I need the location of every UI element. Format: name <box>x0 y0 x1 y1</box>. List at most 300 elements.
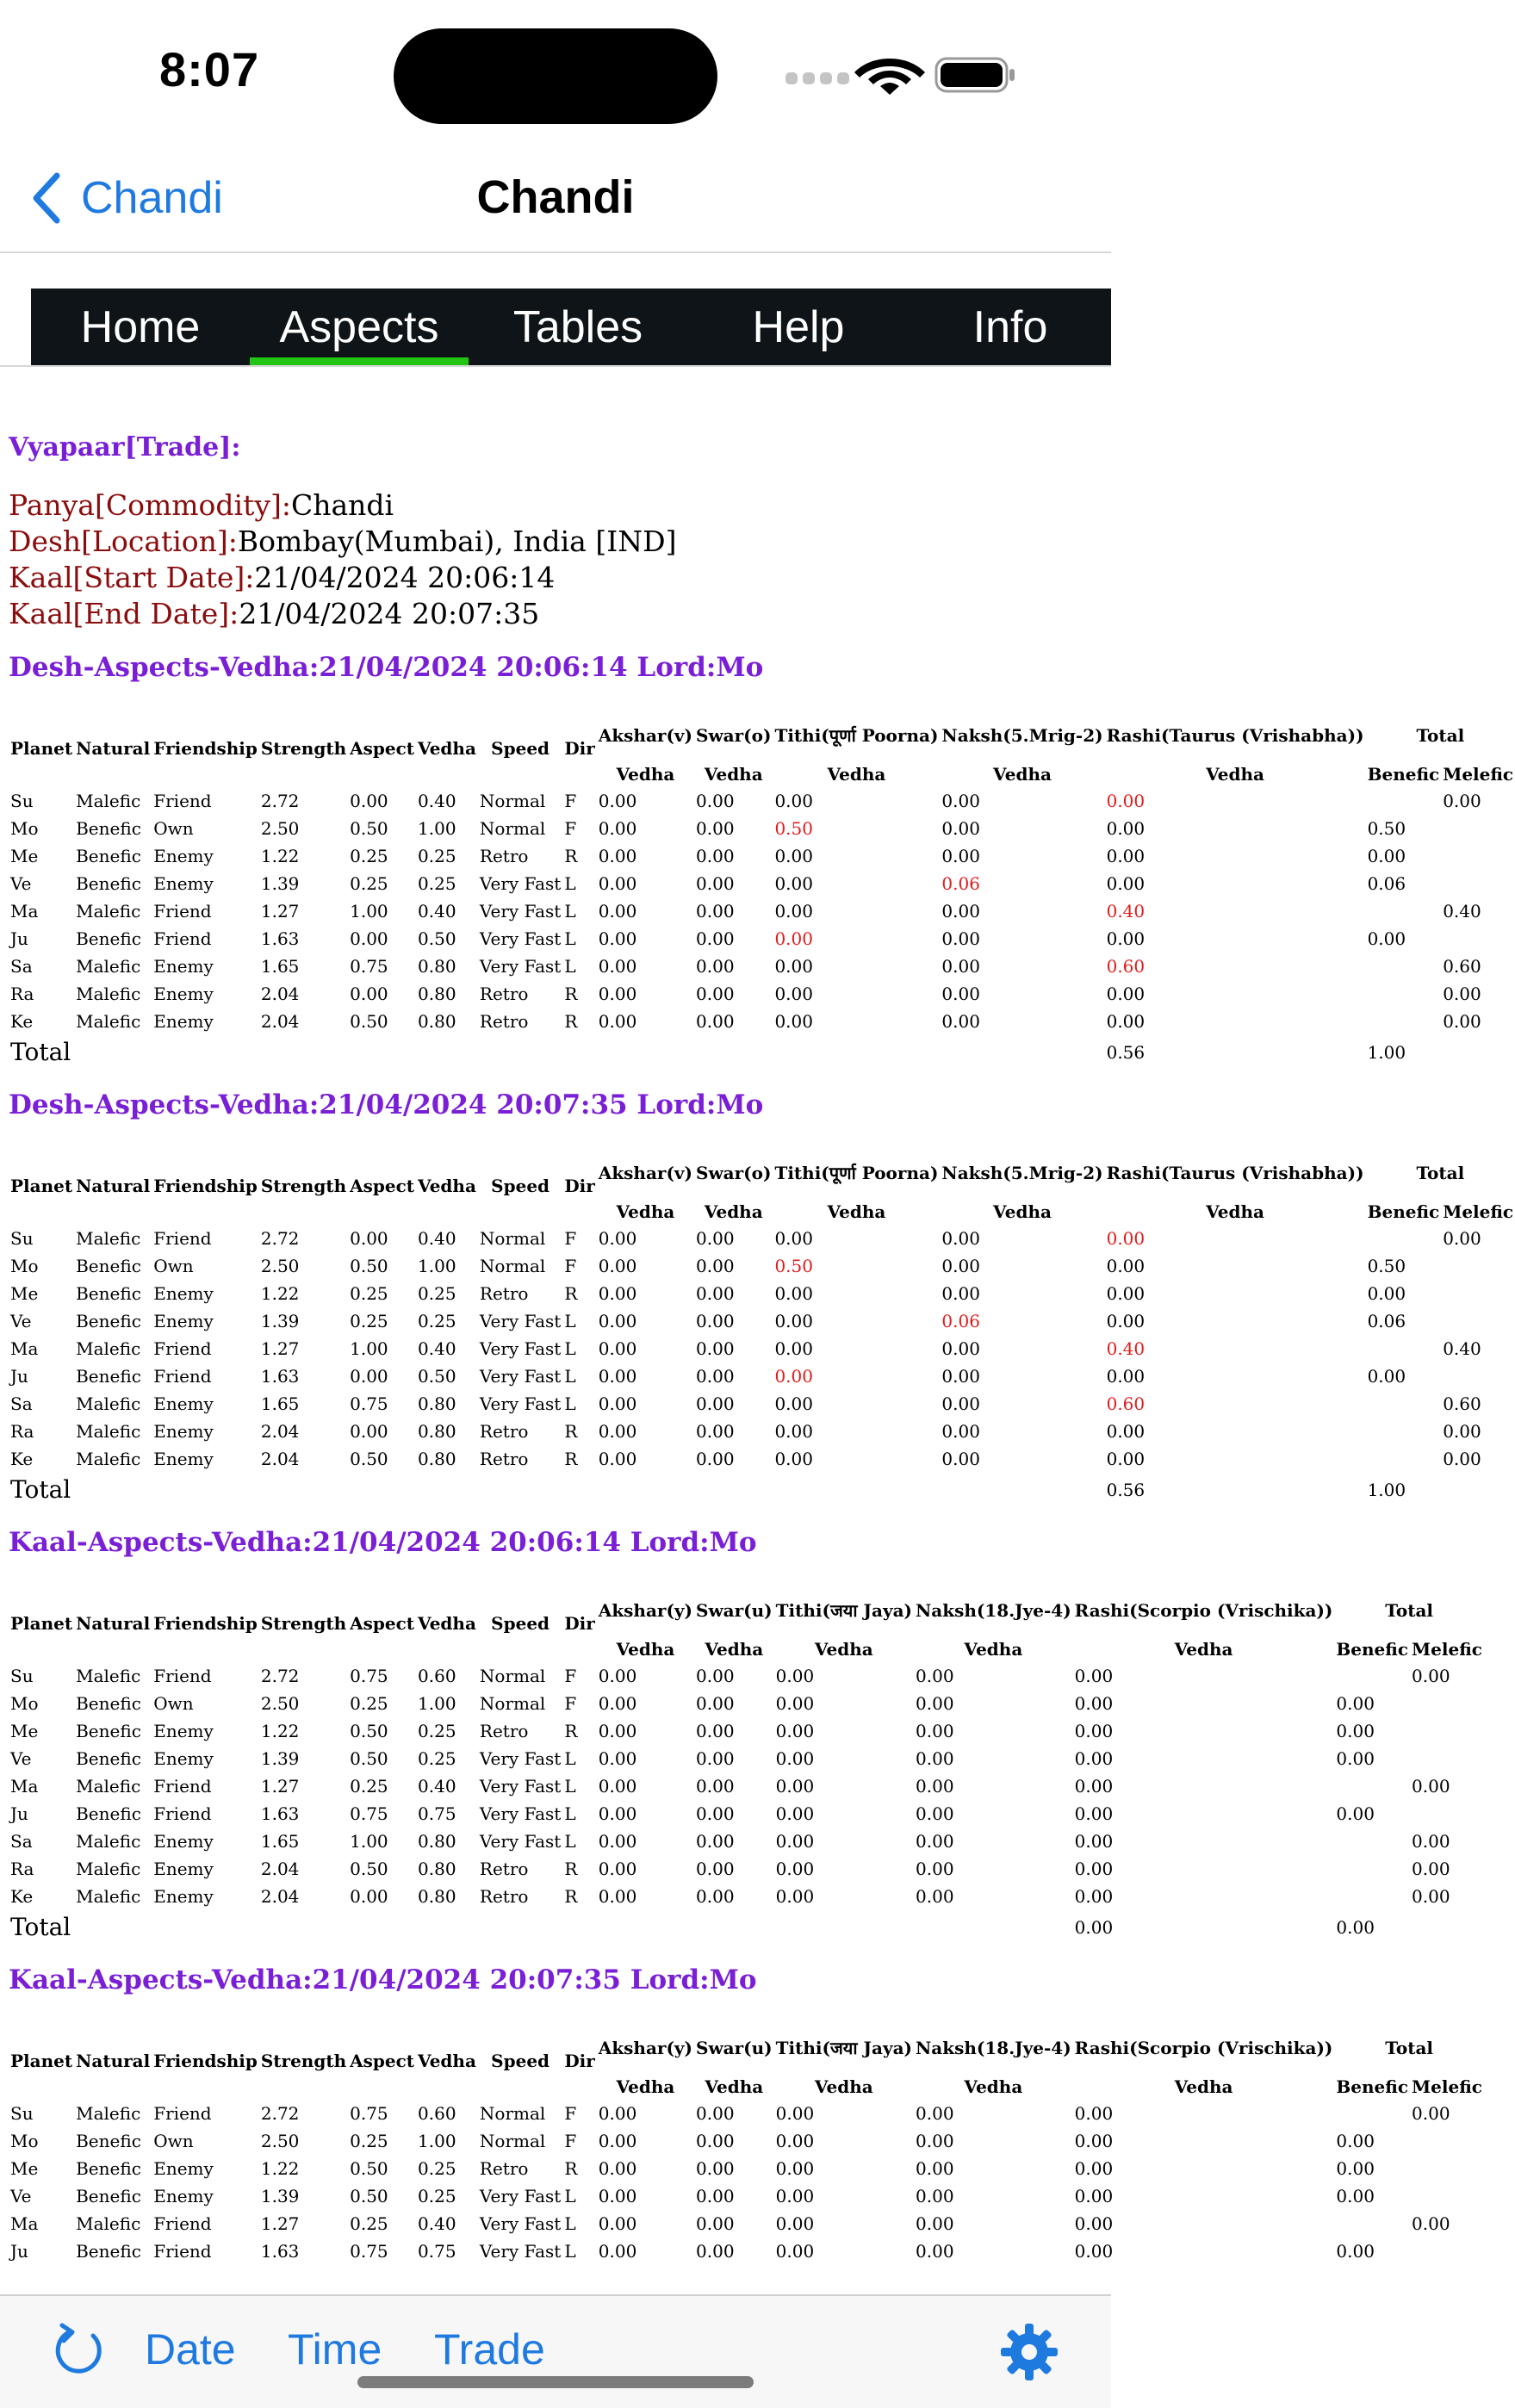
table-cell: 0.00 <box>696 1776 735 1797</box>
table-cell: 0.80 <box>418 1449 456 1469</box>
column-group-header: Tithi(जया Jaya) <box>775 1600 913 1621</box>
column-subheader-melefic: Melefic <box>1412 2076 1482 2097</box>
table-cell: 0.00 <box>598 1748 637 1769</box>
table-cell: 0.80 <box>418 1886 456 1907</box>
table-cell: Su <box>10 1228 34 1249</box>
column-subheader-benefic: Benefic <box>1336 2076 1409 2097</box>
table-cell: 0.06 <box>941 1311 980 1331</box>
table-cell: 0.50 <box>350 1449 388 1469</box>
table-cell: Enemy <box>153 1886 214 1907</box>
table-cell: 0.40 <box>418 1228 456 1249</box>
table-cell: 1.65 <box>260 1393 300 1414</box>
dynamic-island <box>394 28 717 124</box>
table-cell: Malefic <box>76 1666 141 1686</box>
table-cell: Benefic <box>76 2158 141 2179</box>
table-cell: 0.80 <box>418 1831 456 1852</box>
table-cell: 0.00 <box>1074 1859 1114 1879</box>
table-cell: 0.00 <box>696 901 735 922</box>
table-cell: 0.00 <box>941 1338 980 1359</box>
table-cell: R <box>564 1886 578 1907</box>
table-cell: 0.00 <box>941 1256 980 1276</box>
table-cell: 0.00 <box>696 2186 735 2206</box>
table-cell: Ra <box>10 1859 34 1879</box>
tab-tables[interactable]: Tables <box>512 302 643 352</box>
table-cell: 1.65 <box>260 956 300 977</box>
table-cell: 0.50 <box>350 1748 388 1769</box>
column-header-total: Total <box>1385 1600 1434 1621</box>
table-cell: 1.22 <box>260 846 300 866</box>
table-cell: 0.00 <box>1106 1283 1146 1304</box>
tab-home[interactable]: Home <box>80 302 201 352</box>
table-cell: 0.00 <box>774 956 813 977</box>
table-cell: 0.00 <box>350 1228 388 1249</box>
table-cell: 0.00 <box>941 846 980 866</box>
table-cell: 0.00 <box>598 1311 637 1331</box>
table-cell: 0.00 <box>696 928 735 949</box>
table-cell: 0.00 <box>916 1803 954 1824</box>
table-cell <box>1366 980 1442 1008</box>
table-cell: 0.00 <box>916 1859 954 1879</box>
table-cell: Enemy <box>153 1721 214 1741</box>
table-cell: 1.27 <box>260 1338 300 1359</box>
table-cell: 0.25 <box>418 1748 456 1769</box>
table-header-row <box>9 710 1515 761</box>
table-row <box>9 953 1515 980</box>
gear-icon[interactable] <box>999 2322 1059 2382</box>
table-cell: Normal <box>479 1228 546 1249</box>
table-cell <box>1410 2237 1484 2265</box>
aspects-content <box>9 431 1514 2265</box>
page-title: Chandi <box>476 171 635 223</box>
table-cell: L <box>564 901 576 922</box>
table-cell: Malefic <box>76 1859 141 1879</box>
table-cell: Very Fast <box>479 1831 562 1852</box>
table-cell: 0.25 <box>350 2213 388 2234</box>
table-cell: Me <box>10 1721 39 1741</box>
table-cell: Very Fast <box>479 2186 562 2206</box>
table-cell <box>1410 2182 1484 2210</box>
table-cell: Own <box>153 1256 194 1276</box>
table-cell: Retro <box>479 984 529 1004</box>
table-cell: 0.00 <box>598 1831 637 1852</box>
table-cell: 0.00 <box>696 1449 735 1469</box>
table-cell: 0.80 <box>418 956 456 977</box>
table-cell: 0.00 <box>1336 1721 1375 1741</box>
table-cell: Benefic <box>76 818 141 839</box>
table-cell: 1.39 <box>260 1748 300 1769</box>
table-cell: 0.00 <box>1412 1859 1450 1879</box>
table-cell: 2.50 <box>260 818 300 839</box>
table-cell: 0.00 <box>775 1666 815 1686</box>
table-cell: 0.40 <box>418 901 456 922</box>
table-cell: Enemy <box>153 1311 214 1331</box>
table-cell: 0.75 <box>350 956 388 977</box>
table-cell: Enemy <box>153 873 214 894</box>
table-cell: 0.00 <box>696 1859 735 1879</box>
table-cell: 0.00 <box>775 1721 815 1741</box>
column-group-header: Swar(o) <box>696 1163 772 1183</box>
table-cell: 0.00 <box>775 1831 815 1852</box>
table-cell: 0.40 <box>418 2213 456 2234</box>
table-cell: 0.00 <box>598 1366 637 1387</box>
table-cell: 0.00 <box>1367 1283 1406 1304</box>
tab-menu <box>31 289 1111 366</box>
column-header-planet: Planet <box>10 1613 73 1634</box>
table-cell: 0.00 <box>598 1256 637 1276</box>
table-cell: 0.00 <box>1367 928 1406 949</box>
table-row <box>9 815 1515 842</box>
date-button[interactable]: Date <box>145 2325 236 2374</box>
column-group-header: Naksh(18.Jye-4) <box>916 2038 1071 2058</box>
table-cell: Own <box>153 1693 194 1714</box>
table-cell: 0.00 <box>1106 928 1146 949</box>
table-cell: F <box>564 2131 577 2151</box>
table-cell: 0.60 <box>418 2103 456 2124</box>
table-cell: 1.00 <box>418 1256 456 1276</box>
column-group-header: Rashi(Taurus (Vrishabha)) <box>1106 725 1364 746</box>
table-cell: 1.00 <box>350 1338 388 1359</box>
table-cell: Enemy <box>153 1859 214 1879</box>
table-cell: 1.63 <box>260 928 300 949</box>
table-cell: 1.27 <box>260 2213 300 2234</box>
trade-heading: Vyapaar[Trade]: <box>9 432 241 462</box>
table-cell: R <box>564 1421 578 1442</box>
column-subheader-vedha: Vedha <box>1174 1639 1233 1660</box>
column-group-header: Akshar(y) <box>598 2038 693 2058</box>
table-cell: 0.60 <box>418 1666 456 1686</box>
table-cell: Retro <box>479 1011 529 1032</box>
table-cell <box>1366 787 1442 815</box>
table-cell: 0.00 <box>1367 1366 1406 1387</box>
table-cell: 0.00 <box>696 2213 735 2234</box>
total-row <box>9 1910 1484 1945</box>
table-row <box>9 1390 1515 1418</box>
vedha-table <box>9 1147 1515 1507</box>
vedha-sections <box>9 649 1514 2265</box>
table-cell: 0.25 <box>350 1776 388 1797</box>
table-cell: L <box>564 1776 576 1797</box>
table-cell: Friend <box>153 1228 212 1249</box>
table-row <box>9 1445 1515 1473</box>
table-cell <box>1441 1280 1515 1307</box>
table-cell: Very Fast <box>479 1393 562 1414</box>
total-row <box>9 1473 1515 1507</box>
table-cell: 0.50 <box>350 1256 388 1276</box>
table-row <box>9 1335 1515 1362</box>
table-cell: Enemy <box>153 1283 214 1304</box>
table-cell: Benefic <box>76 1366 141 1387</box>
table-cell: 0.00 <box>696 956 735 977</box>
table-cell: 0.00 <box>916 1666 954 1686</box>
table-cell: 0.75 <box>418 2241 456 2262</box>
table-cell: Sa <box>10 1393 33 1414</box>
end-date-line <box>9 596 1102 632</box>
table-cell: Enemy <box>153 2158 214 2179</box>
table-cell: 2.72 <box>260 1228 300 1249</box>
table-cell: 0.00 <box>1074 1803 1114 1824</box>
table-cell: 0.00 <box>1074 2131 1114 2151</box>
table-cell: Friend <box>153 2103 212 2124</box>
table-cell: Mo <box>10 1256 39 1276</box>
table-cell: 0.00 <box>598 2241 637 2262</box>
table-cell: Benefic <box>76 2241 141 2262</box>
column-group-header: Rashi(Taurus (Vrishabha)) <box>1106 1163 1364 1183</box>
table-cell: Malefic <box>76 1228 141 1249</box>
table-cell: 0.00 <box>1336 2186 1375 2206</box>
wifi-icon <box>854 59 925 95</box>
table-cell: Benefic <box>76 1748 141 1769</box>
table-cell: Own <box>153 818 194 839</box>
start-date-label: Kaal[Start Date]: <box>9 561 255 594</box>
table-cell: 0.00 <box>941 1421 980 1442</box>
column-header-planet: Planet <box>10 738 73 759</box>
table-cell: 2.04 <box>260 984 300 1004</box>
table-cell: Ma <box>10 1338 39 1359</box>
commodity-line <box>9 487 1102 524</box>
table-cell: 0.00 <box>775 2131 815 2151</box>
table-cell <box>1410 1717 1484 1745</box>
table-cell: Me <box>10 1283 39 1304</box>
table-cell: Me <box>10 2158 39 2179</box>
refresh-icon[interactable] <box>52 2322 107 2379</box>
table-cell: 0.00 <box>598 1011 637 1032</box>
table-cell: Friend <box>153 1338 212 1359</box>
column-header-dir: Dir <box>564 1613 595 1634</box>
table-cell: 2.72 <box>260 1666 300 1686</box>
column-group-header: Akshar(y) <box>598 1600 693 1621</box>
table-cell: Very Fast <box>479 1366 562 1387</box>
column-header-vedha: Vedha <box>418 1613 476 1634</box>
table-cell: 2.50 <box>260 1693 300 1714</box>
table-cell: 0.00 <box>696 1831 735 1852</box>
table-cell: 0.00 <box>941 791 980 811</box>
table-cell: 2.04 <box>260 1859 300 1879</box>
table-cell: 0.00 <box>916 2131 954 2151</box>
column-header-dir: Dir <box>564 738 595 759</box>
start-date-value: 21/04/2024 20:06:14 <box>254 561 556 594</box>
table-cell: 0.00 <box>1412 2103 1450 2124</box>
table-cell: 0.00 <box>350 1366 388 1387</box>
table-cell: Malefic <box>76 1831 141 1852</box>
column-subheader-vedha: Vedha <box>1206 764 1265 785</box>
column-subheader-vedha: Vedha <box>827 1201 886 1222</box>
table-cell: 0.00 <box>1074 1776 1114 1797</box>
table-cell: Benefic <box>76 928 141 949</box>
table-cell: 0.00 <box>696 1666 735 1686</box>
table-row <box>9 787 1515 815</box>
table-row <box>9 2210 1484 2237</box>
column-header-natural: Natural <box>76 738 151 759</box>
table-cell: Malefic <box>76 2103 141 2124</box>
column-group-header: Swar(o) <box>696 725 772 746</box>
table-cell: 0.25 <box>350 1311 388 1331</box>
table-cell: 0.00 <box>774 984 813 1004</box>
table-cell: Malefic <box>76 1421 141 1442</box>
table-cell <box>1334 1772 1410 1800</box>
table-cell: 0.00 <box>941 984 980 1004</box>
table-header-row <box>9 2022 1484 2074</box>
table-cell: 0.00 <box>696 873 735 894</box>
column-subheader-vedha: Vedha <box>705 2076 764 2097</box>
table-cell: 0.75 <box>350 1666 388 1686</box>
table-cell: Mo <box>10 2131 39 2151</box>
table-cell: 1.63 <box>260 1803 300 1824</box>
table-cell: 0.00 <box>1074 1693 1114 1714</box>
table-cell: Very Fast <box>479 956 562 977</box>
vedha-table <box>9 1585 1484 1945</box>
table-cell: 0.00 <box>941 1011 980 1032</box>
table-cell: 0.00 <box>696 1311 735 1331</box>
table-cell: 1.00 <box>418 2131 456 2151</box>
column-header-vedha: Vedha <box>418 1176 476 1196</box>
table-cell: 0.00 <box>1443 1011 1481 1032</box>
table-cell: 0.00 <box>696 1338 735 1359</box>
table-cell: Ju <box>10 2241 28 2262</box>
table-cell: 1.00 <box>418 818 456 839</box>
table-cell: Friend <box>153 2241 212 2262</box>
table-cell: 0.00 <box>696 1693 735 1714</box>
table-cell: Malefic <box>76 1338 141 1359</box>
table-cell: L <box>564 873 576 894</box>
table-cell: Retro <box>479 1283 529 1304</box>
tab-help[interactable]: Help <box>752 302 845 352</box>
table-cell: 0.00 <box>1074 1721 1114 1741</box>
table-cell: 0.25 <box>350 873 388 894</box>
table-cell: 0.00 <box>598 1393 637 1414</box>
table-cell: 0.00 <box>598 984 637 1004</box>
location-label: Desh[Location]: <box>9 524 238 558</box>
table-cell: 0.00 <box>598 1859 637 1879</box>
end-date-value: 21/04/2024 20:07:35 <box>239 597 540 630</box>
table-row <box>9 1800 1484 1828</box>
table-cell: 0.00 <box>1106 1366 1146 1387</box>
table-cell: Friend <box>153 2213 212 2234</box>
table-cell: Ve <box>10 2186 32 2206</box>
column-header-speed: Speed <box>491 738 550 759</box>
column-subheader-vedha: Vedha <box>616 764 675 785</box>
table-cell: 0.00 <box>1074 1748 1114 1769</box>
table-cell: Very Fast <box>479 1311 562 1331</box>
table-cell: 0.00 <box>1106 791 1146 811</box>
column-group-header: Swar(u) <box>696 1600 773 1621</box>
table-row <box>9 1717 1484 1745</box>
table-cell <box>1410 1800 1484 1828</box>
table-cell: Friend <box>153 791 212 811</box>
table-cell: 0.00 <box>696 846 735 866</box>
table-cell: 2.04 <box>260 1449 300 1469</box>
table-cell: 0.00 <box>598 928 637 949</box>
table-cell: Enemy <box>153 956 214 977</box>
table-cell: Malefic <box>76 956 141 977</box>
table-cell: 1.39 <box>260 2186 300 2206</box>
table-cell: Friend <box>153 1803 212 1824</box>
table-row <box>9 1362 1515 1390</box>
table-cell: Very Fast <box>479 928 562 949</box>
tab-aspects[interactable]: Aspects <box>250 289 469 366</box>
time-button[interactable]: Time <box>288 2325 382 2374</box>
table-row <box>9 2182 1484 2210</box>
column-header-natural: Natural <box>76 2051 151 2071</box>
table-cell: Benefic <box>76 873 141 894</box>
table-cell: L <box>564 1338 576 1359</box>
table-cell: 0.50 <box>774 818 813 839</box>
table-cell: R <box>564 1011 578 1032</box>
bottom-toolbar <box>0 2294 1111 2408</box>
table-cell: Normal <box>479 1693 546 1714</box>
trade-button[interactable]: Trade <box>434 2325 545 2374</box>
table-cell: Malefic <box>76 1011 141 1032</box>
back-label: Chandi <box>81 173 223 223</box>
table-cell: 0.00 <box>696 984 735 1004</box>
vedha-table <box>9 2022 1484 2265</box>
table-cell: Enemy <box>153 1831 214 1852</box>
column-subheader-vedha: Vedha <box>616 2076 675 2097</box>
table-cell: L <box>564 928 576 949</box>
table-cell: Friend <box>153 1666 212 1686</box>
table-cell: L <box>564 1748 576 1769</box>
table-cell: 2.50 <box>260 2131 300 2151</box>
column-header-friendship: Friendship <box>153 738 258 759</box>
total-benefic-value: 0.00 <box>1336 1917 1375 1938</box>
table-cell: 0.06 <box>1367 1311 1406 1331</box>
table-cell <box>1334 2100 1410 2127</box>
table-cell <box>1366 1008 1442 1035</box>
table-cell: 0.00 <box>598 873 637 894</box>
table-cell: 0.00 <box>1336 1693 1375 1714</box>
table-cell: 0.00 <box>1106 1311 1146 1331</box>
table-cell: 0.00 <box>774 1283 813 1304</box>
tab-info[interactable]: Info <box>972 302 1048 352</box>
table-cell: 0.00 <box>916 1886 954 1907</box>
table-cell: 0.00 <box>598 2103 637 2124</box>
column-subheader-vedha: Vedha <box>616 1639 675 1660</box>
column-subheader-vedha: Vedha <box>704 1201 763 1222</box>
table-cell: 0.50 <box>350 2158 388 2179</box>
table-cell: Benefic <box>76 1803 141 1824</box>
table-cell: 1.00 <box>418 1693 456 1714</box>
table-cell: 0.40 <box>1106 901 1146 922</box>
table-cell: 0.00 <box>598 956 637 977</box>
table-cell: 0.00 <box>941 928 980 949</box>
table-cell: 0.00 <box>1106 1228 1146 1249</box>
table-cell: Sa <box>10 956 33 977</box>
column-subheader-vedha: Vedha <box>1206 1201 1265 1222</box>
end-date-label: Kaal[End Date]: <box>9 597 239 630</box>
table-cell: 0.50 <box>418 1366 456 1387</box>
table-cell: 0.00 <box>916 1693 954 1714</box>
table-cell: 0.00 <box>916 2213 954 2234</box>
column-subheader-vedha: Vedha <box>705 1639 764 1660</box>
table-cell: 0.00 <box>1074 2241 1114 2262</box>
table-cell: 0.00 <box>1412 1666 1450 1686</box>
column-group-header: Rashi(Scorpio (Vrischika)) <box>1074 2038 1333 2058</box>
table-cell: 0.00 <box>1106 984 1146 1004</box>
table-cell: L <box>564 2186 576 2206</box>
table-header-row <box>9 1147 1515 1199</box>
table-cell: 1.27 <box>260 1776 300 1797</box>
table-row <box>9 2127 1484 2155</box>
table-cell: 0.00 <box>941 1393 980 1414</box>
total-row <box>9 1035 1515 1070</box>
table-cell: 1.22 <box>260 1721 300 1741</box>
table-cell: 0.00 <box>1443 1228 1481 1249</box>
table-cell: 0.00 <box>598 1803 637 1824</box>
table-cell: F <box>564 1693 577 1714</box>
table-row <box>9 870 1515 897</box>
signal-icon <box>785 72 849 84</box>
table-cell: 0.50 <box>350 1721 388 1741</box>
table-cell: 0.00 <box>696 1283 735 1304</box>
